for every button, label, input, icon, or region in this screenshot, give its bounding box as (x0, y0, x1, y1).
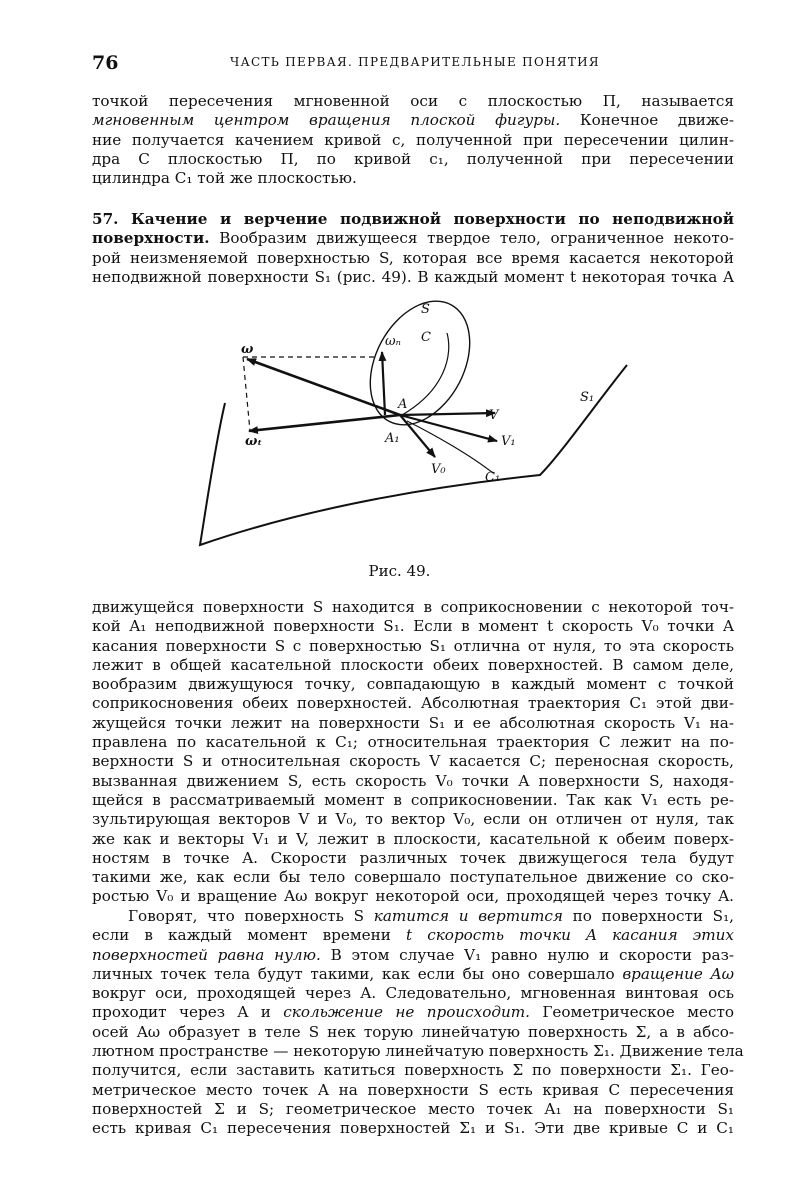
text-segment: В этом случае V₁ равно нулю и скорости раз- (320, 945, 734, 964)
text-line: жущейся точки лежит на поверхности S₁ и ее абсолютная скорость V₁ на- (92, 713, 734, 732)
label-omega: ω (241, 342, 254, 357)
text-line: поверхностей Σ и S; геометрическое место точек A₁ на поверхности S₁ (92, 1099, 734, 1118)
label-s: S (421, 302, 430, 317)
omega-t-vector (249, 415, 400, 431)
text-line (92, 1003, 734, 1022)
section-heading-end: поверхности. (92, 229, 210, 248)
text-line: правлена по касательной к C₁; относительная траектория C лежит на по- (92, 733, 734, 752)
figure-caption: Рис. 49. (368, 562, 431, 580)
label-v0: V₀ (431, 462, 446, 477)
text-line: зультирующая векторов V и V₀, то вектор V₀, если он отличен от нуля, так (92, 810, 734, 829)
text-line: осей Aω образует в теле S нек торую линейчатую поверхность Σ, а в абсо- (92, 1022, 734, 1041)
label-s1: S₁ (580, 390, 595, 405)
text-line: получится, если заставить катиться поверхность Σ по поверхности Σ₁. Гео- (92, 1061, 734, 1080)
text-line: соприкосновения обеих поверхностей. Абсолютная траектория C₁ этой дви- (92, 694, 734, 713)
text-line (92, 965, 734, 984)
text-line: лежит в общей касательной плоскости обеих поверхностей. В самом деле, (92, 655, 734, 674)
text-line (92, 229, 734, 248)
dashed-left (243, 357, 250, 431)
text-line: вокруг оси, проходящей через A. Следовательно, мгновенная винтовая ось (92, 984, 734, 1003)
omega-n-vector (382, 352, 385, 415)
emphasis: вращение Aω (622, 964, 734, 983)
text-line (92, 907, 734, 926)
text-segment: проходит через A и (92, 1003, 284, 1022)
figure-49 (195, 295, 635, 555)
label-v1: V₁ (501, 434, 516, 449)
label-omega-t: ωₜ (245, 434, 263, 449)
text-segment: по поверхности S₁, (562, 907, 734, 925)
text-line: вообразим движущуюся точку, совпадающую в каждый момент с точкой (92, 675, 734, 694)
text-line: кой A₁ неподвижной поверхности S₁. Если в момент t скорость V₀ точки A (92, 617, 734, 636)
text-segment: личных точек тела будут такими, как если бы оно совершало (92, 964, 623, 983)
text-line: же как и векторы V₁ и V, лежит в плоскости, касательной к обеим поверх- (92, 829, 734, 848)
emphasis: скольжение не происходит. (283, 1003, 530, 1022)
text-line: ние получается качением кривой с, полученной при пересечении цилин- (92, 130, 734, 149)
emphasis: катится и вертится (373, 907, 563, 925)
v1-vector (400, 415, 497, 441)
paragraph-1 (92, 92, 734, 188)
emphasis: t скорость точки A касания этих (406, 926, 734, 945)
text-line: ростью V₀ и вращение Aω вокруг некоторой оси, проходящей через точку A. (92, 887, 734, 906)
figure-diagram (195, 295, 635, 555)
paragraph-3 (92, 907, 744, 1139)
emphasis: поверхностей равна нулю. (92, 945, 321, 964)
text-line: касания поверхности S с поверхностью S₁ отлична от нуля, то эта скорость (92, 636, 734, 655)
text-line: ностям в точке A. Скорости различных точек движущегося тела будут (92, 848, 734, 867)
text-line: есть кривая C₁ пересечения поверхностей Σ₁ и S₁. Эти две кривые C и C₁ (92, 1119, 734, 1138)
text-line: цилиндра С₁ той же плоскостью. (92, 169, 357, 188)
text-line: щейся в рассматриваемый момент в соприкосновении. Так как V₁ есть ре- (92, 790, 734, 809)
curve-c (402, 333, 449, 415)
text-segment: Геометрическое место (529, 1003, 735, 1022)
label-c1: C₁ (485, 470, 501, 485)
label-a: A (398, 397, 408, 412)
text-line: неподвижной поверхности S₁ (рис. 49). В каждый момент t некоторая точка A (92, 267, 734, 286)
text-line: движущейся поверхности S находится в соприкосновении с некоторой точ- (92, 598, 734, 616)
text-segment: Говорят, что поверхность S (128, 907, 374, 925)
text-line (92, 111, 734, 130)
label-c: C (421, 330, 431, 345)
emphasis: мгновенным центром вращения плоской фигуры. (92, 111, 561, 130)
text-line (92, 946, 734, 965)
text-line (92, 926, 734, 945)
text-line: рой неизменяемой поверхностью S, которая все время касается некоторой (92, 248, 734, 267)
fixed-surface-s1 (200, 365, 627, 545)
running-title: ЧАСТЬ ПЕРВАЯ. ПРЕДВАРИТЕЛЬНЫЕ ПОНЯТИЯ (230, 55, 600, 69)
paragraph-2 (92, 598, 734, 907)
text-line: метрическое место точек A на поверхности S есть кривая C пересечения (92, 1080, 734, 1099)
page-header (92, 52, 732, 76)
text-line: дра С плоскостью П, по кривой с₁, полученной при пересечении (92, 149, 734, 168)
v-vector (400, 413, 495, 415)
text-line: лютном пространстве — некоторую линейчатую поверхность Σ₁. Движение тела (92, 1042, 744, 1061)
label-v: V (489, 408, 499, 423)
label-omega-n: ωₙ (385, 334, 401, 349)
text-line: точкой пересечения мгновенной оси с плоскостью П, называется (92, 92, 734, 110)
page-number: 76 (92, 52, 119, 74)
omega-vector (247, 359, 400, 415)
text-segment: если в каждый момент времени (92, 926, 407, 945)
v0-vector (400, 415, 435, 457)
section-57 (92, 210, 734, 287)
text-line: такими же, как если бы тело совершало поступательное движение со ско- (92, 868, 734, 887)
text-segment: Вообразим движущееся твердое тело, ограниченное некото- (209, 229, 734, 248)
section-heading: 57. Качение и верчение подвижной поверхности по неподвижной (92, 210, 734, 228)
text-line: верхности S и относительная скорость V касается C; переносная скорость, (92, 752, 734, 771)
label-a1: A₁ (385, 431, 400, 446)
text-line: вызванная движением S, есть скорость V₀ точки A поверхности S, находя- (92, 771, 734, 790)
text-segment: Конечное движе- (560, 111, 735, 130)
